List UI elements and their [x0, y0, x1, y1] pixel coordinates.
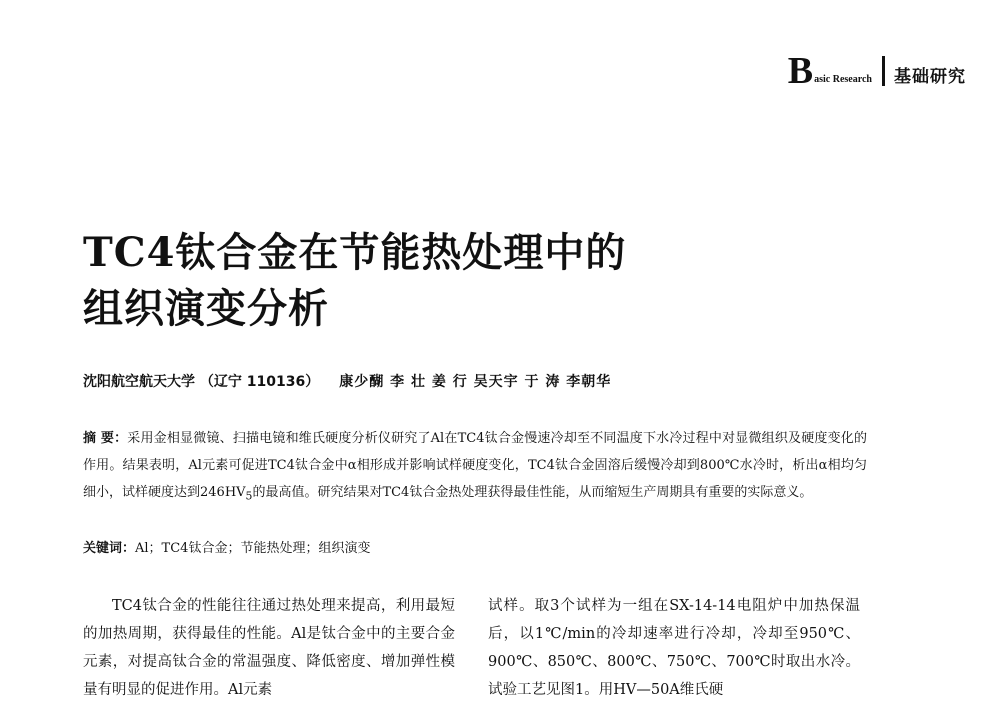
abstract-label: 摘 要：: [83, 431, 128, 446]
section-chinese-label: 基础研究: [894, 66, 966, 87]
keywords: [83, 537, 370, 556]
body-column-left: TC4钛合金的性能往往通过热处理来提高，利用最短的加热周期，获得最佳的性能。Al是钛合金中的主要合金元素，对提高钛合金的常温强度、降低密度、增加弹性模量有明显的促进作用。Al元素: [83, 598, 455, 698]
header-divider: [882, 56, 885, 86]
section-initial: B: [787, 50, 813, 92]
article-title: [83, 225, 626, 337]
abstract-subscript: 5: [245, 489, 253, 503]
section-english-label: asic Research: [814, 73, 872, 85]
author-names: 康少醐 李 壮 姜 行 吴天宇 于 涛 李朝华: [339, 374, 612, 390]
title-line-2: 组织演变分析: [83, 285, 329, 332]
keywords-text: Al；TC4钛合金；节能热处理；组织演变: [135, 541, 371, 556]
section-header: [788, 52, 966, 90]
keywords-label: 关键词：: [83, 541, 136, 556]
author-line: [83, 371, 611, 391]
affiliation: 沈阳航空航天大学 （辽宁 110136）: [83, 374, 320, 390]
abstract-text: 采用金相显微镜、扫描电镜和维氏硬度分析仪研究了Al在TC4钛合金慢速冷却至不同温度下水冷过程中对显微组织及硬度变化的作用。结果表明，Al元素可促进TC4钛合金中α相形成并影响试样硬度变化，TC4钛合金固溶后缓慢冷却到800℃水冷时，析出α相均匀细小，试样硬度达到246HV: [83, 431, 868, 500]
title-line-1: TC4钛合金在节能热处理中的: [83, 229, 627, 276]
abstract-text-end: 的最高值。研究结果对TC4钛合金热处理获得最佳性能，从而缩短生产周期具有重要的实际意义。: [252, 485, 813, 500]
abstract: [83, 425, 867, 510]
body-column-right: 试样。取3个试样为一组在SX-14-14电阻炉中加热保温后，以1℃/min的冷却速率进行冷却，冷却至950℃、900℃、850℃、800℃、750℃、700℃时取出水冷。试验工艺见图1。用HV—50A维氏硬: [488, 598, 860, 698]
